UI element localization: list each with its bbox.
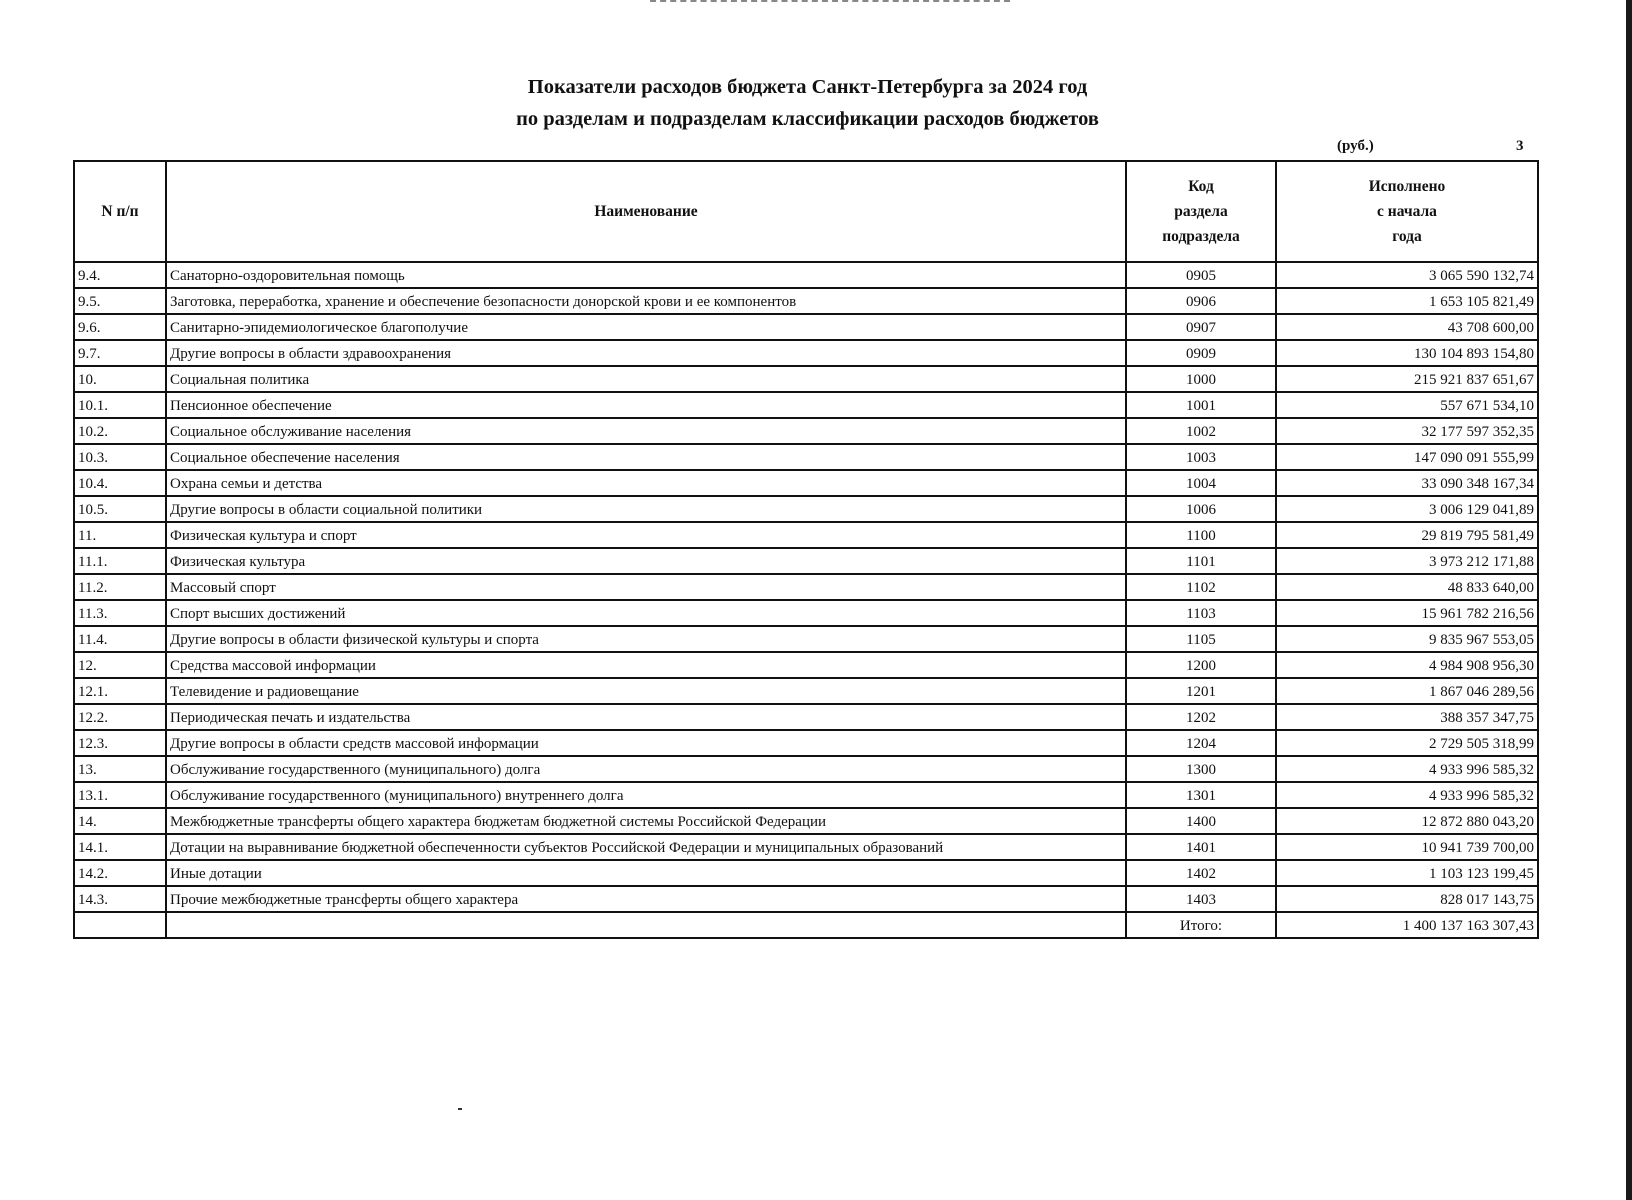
table-row xyxy=(74,730,1538,756)
row-name: Межбюджетные трансферты общего характера бюджетам бюджетной системы Российской Федерации xyxy=(166,808,1126,834)
row-name: Прочие межбюджетные трансферты общего характера xyxy=(166,886,1126,912)
row-code: 1200 xyxy=(1126,652,1276,678)
row-amount: 388 357 347,75 xyxy=(1276,704,1538,730)
row-amount: 215 921 837 651,67 xyxy=(1276,366,1538,392)
total-amount: 1 400 137 163 307,43 xyxy=(1276,912,1538,938)
row-amount: 4 933 996 585,32 xyxy=(1276,756,1538,782)
row-num: 11.4. xyxy=(74,626,166,652)
row-amount: 33 090 348 167,34 xyxy=(1276,470,1538,496)
row-num: 14.1. xyxy=(74,834,166,860)
table-row xyxy=(74,470,1538,496)
table-row xyxy=(74,496,1538,522)
row-code: 1001 xyxy=(1126,392,1276,418)
total-row xyxy=(74,912,1538,938)
row-name: Охрана семьи и детства xyxy=(166,470,1126,496)
row-num: 11.1. xyxy=(74,548,166,574)
header-amount-line: года xyxy=(1392,228,1422,245)
table-row xyxy=(74,704,1538,730)
row-amount: 9 835 967 553,05 xyxy=(1276,626,1538,652)
row-num: 10.1. xyxy=(74,392,166,418)
row-name: Спорт высших достижений xyxy=(166,600,1126,626)
table-row xyxy=(74,626,1538,652)
row-num: 12.3. xyxy=(74,730,166,756)
row-name: Другие вопросы в области здравоохранения xyxy=(166,340,1126,366)
row-code: 1103 xyxy=(1126,600,1276,626)
row-num: 10. xyxy=(74,366,166,392)
row-num: 14. xyxy=(74,808,166,834)
row-amount: 1 653 105 821,49 xyxy=(1276,288,1538,314)
row-amount: 1 103 123 199,45 xyxy=(1276,860,1538,886)
header-code-line: Код xyxy=(1188,178,1214,195)
table-row xyxy=(74,340,1538,366)
row-code: 1403 xyxy=(1126,886,1276,912)
row-num: 10.4. xyxy=(74,470,166,496)
row-code: 0906 xyxy=(1126,288,1276,314)
row-code: 0909 xyxy=(1126,340,1276,366)
table-row xyxy=(74,886,1538,912)
row-num: 12. xyxy=(74,652,166,678)
row-code: 0905 xyxy=(1126,262,1276,288)
row-num: 10.5. xyxy=(74,496,166,522)
header-code-line: подраздела xyxy=(1162,228,1240,245)
row-name: Обслуживание государственного (муниципального) долга xyxy=(166,756,1126,782)
row-amount: 3 065 590 132,74 xyxy=(1276,262,1538,288)
header-num: N п/п xyxy=(74,161,166,262)
row-num: 13. xyxy=(74,756,166,782)
table-row xyxy=(74,756,1538,782)
row-amount: 32 177 597 352,35 xyxy=(1276,418,1538,444)
row-name: Другие вопросы в области социальной политики xyxy=(166,496,1126,522)
table-row xyxy=(74,288,1538,314)
table-row xyxy=(74,782,1538,808)
row-name: Физическая культура и спорт xyxy=(166,522,1126,548)
row-amount: 10 941 739 700,00 xyxy=(1276,834,1538,860)
row-name: Телевидение и радиовещание xyxy=(166,678,1126,704)
row-amount: 4 984 908 956,30 xyxy=(1276,652,1538,678)
header-code-line: раздела xyxy=(1174,203,1228,220)
row-num: 14.3. xyxy=(74,886,166,912)
row-code: 1006 xyxy=(1126,496,1276,522)
row-code: 1100 xyxy=(1126,522,1276,548)
row-amount: 15 961 782 216,56 xyxy=(1276,600,1538,626)
row-code: 1402 xyxy=(1126,860,1276,886)
row-num: 9.6. xyxy=(74,314,166,340)
row-code: 1202 xyxy=(1126,704,1276,730)
row-num: 11.2. xyxy=(74,574,166,600)
row-amount: 3 973 212 171,88 xyxy=(1276,548,1538,574)
row-code: 1105 xyxy=(1126,626,1276,652)
row-code: 1300 xyxy=(1126,756,1276,782)
row-num: 12.2. xyxy=(74,704,166,730)
table-row xyxy=(74,834,1538,860)
row-name: Обслуживание государственного (муниципального) внутреннего долга xyxy=(166,782,1126,808)
row-code: 1102 xyxy=(1126,574,1276,600)
row-code: 1000 xyxy=(1126,366,1276,392)
row-num: 14.2. xyxy=(74,860,166,886)
row-amount: 48 833 640,00 xyxy=(1276,574,1538,600)
table-row xyxy=(74,652,1538,678)
scan-edge-border xyxy=(1626,0,1632,1200)
table-header-row xyxy=(74,161,1538,262)
row-code: 0907 xyxy=(1126,314,1276,340)
row-num: 13.1. xyxy=(74,782,166,808)
row-code: 1003 xyxy=(1126,444,1276,470)
total-num-cell xyxy=(74,912,166,938)
table-body xyxy=(74,262,1538,938)
table-row xyxy=(74,678,1538,704)
row-amount: 557 671 534,10 xyxy=(1276,392,1538,418)
row-name: Периодическая печать и издательства xyxy=(166,704,1126,730)
table-row xyxy=(74,574,1538,600)
table-row xyxy=(74,418,1538,444)
row-code: 1004 xyxy=(1126,470,1276,496)
row-num: 10.3. xyxy=(74,444,166,470)
row-code: 1201 xyxy=(1126,678,1276,704)
row-name: Иные дотации xyxy=(166,860,1126,886)
table-row xyxy=(74,548,1538,574)
currency-unit: (руб.) xyxy=(1337,138,1374,154)
row-name: Социальная политика xyxy=(166,366,1126,392)
table-row xyxy=(74,444,1538,470)
row-num: 9.4. xyxy=(74,262,166,288)
row-name: Средства массовой информации xyxy=(166,652,1126,678)
row-amount: 147 090 091 555,99 xyxy=(1276,444,1538,470)
row-num: 9.7. xyxy=(74,340,166,366)
row-code: 1301 xyxy=(1126,782,1276,808)
table-row xyxy=(74,860,1538,886)
table-row xyxy=(74,600,1538,626)
row-name: Пенсионное обеспечение xyxy=(166,392,1126,418)
header-amount-line: с начала xyxy=(1377,203,1437,220)
document-subtitle: по разделам и подразделам классификации расходов бюджетов xyxy=(516,108,1099,130)
document-title: Показатели расходов бюджета Санкт-Петербурга за 2024 год xyxy=(527,76,1088,98)
table-row xyxy=(74,392,1538,418)
row-num: 10.2. xyxy=(74,418,166,444)
row-amount: 43 708 600,00 xyxy=(1276,314,1538,340)
row-code: 1204 xyxy=(1126,730,1276,756)
row-num: 12.1. xyxy=(74,678,166,704)
row-code: 1401 xyxy=(1126,834,1276,860)
row-code: 1400 xyxy=(1126,808,1276,834)
budget-table xyxy=(73,160,1539,939)
header-amount-line: Исполнено xyxy=(1368,178,1446,195)
row-num: 11.3. xyxy=(74,600,166,626)
row-amount: 2 729 505 318,99 xyxy=(1276,730,1538,756)
row-amount: 29 819 795 581,49 xyxy=(1276,522,1538,548)
row-amount: 130 104 893 154,80 xyxy=(1276,340,1538,366)
row-amount: 828 017 143,75 xyxy=(1276,886,1538,912)
row-name: Дотации на выравнивание бюджетной обеспеченности субъектов Российской Федерации и муниципальных образований xyxy=(166,834,1126,860)
row-amount: 3 006 129 041,89 xyxy=(1276,496,1538,522)
header-amount xyxy=(1276,161,1538,262)
row-name: Заготовка, переработка, хранение и обеспечение безопасности донорской крови и ее компонентов xyxy=(166,288,1126,314)
scan-artifact-dot xyxy=(458,1108,462,1110)
table-row xyxy=(74,262,1538,288)
row-name: Санитарно-эпидемиологическое благополучие xyxy=(166,314,1126,340)
header-code xyxy=(1126,161,1276,262)
table-row xyxy=(74,808,1538,834)
row-name: Социальное обеспечение населения xyxy=(166,444,1126,470)
table-row xyxy=(74,366,1538,392)
row-name: Массовый спорт xyxy=(166,574,1126,600)
total-name-cell xyxy=(166,912,1126,938)
row-name: Социальное обслуживание населения xyxy=(166,418,1126,444)
row-amount: 4 933 996 585,32 xyxy=(1276,782,1538,808)
row-name: Другие вопросы в области средств массовой информации xyxy=(166,730,1126,756)
row-name: Другие вопросы в области физической культуры и спорта xyxy=(166,626,1126,652)
row-amount: 1 867 046 289,56 xyxy=(1276,678,1538,704)
row-num: 9.5. xyxy=(74,288,166,314)
row-amount: 12 872 880 043,20 xyxy=(1276,808,1538,834)
row-num: 11. xyxy=(74,522,166,548)
table-row xyxy=(74,314,1538,340)
row-name: Физическая культура xyxy=(166,548,1126,574)
header-name: Наименование xyxy=(166,161,1126,262)
row-name: Санаторно-оздоровительная помощь xyxy=(166,262,1126,288)
page-number: 3 xyxy=(1516,138,1524,154)
total-label: Итого: xyxy=(1126,912,1276,938)
scan-artifact-top xyxy=(650,0,1010,4)
row-code: 1101 xyxy=(1126,548,1276,574)
row-code: 1002 xyxy=(1126,418,1276,444)
table-row xyxy=(74,522,1538,548)
